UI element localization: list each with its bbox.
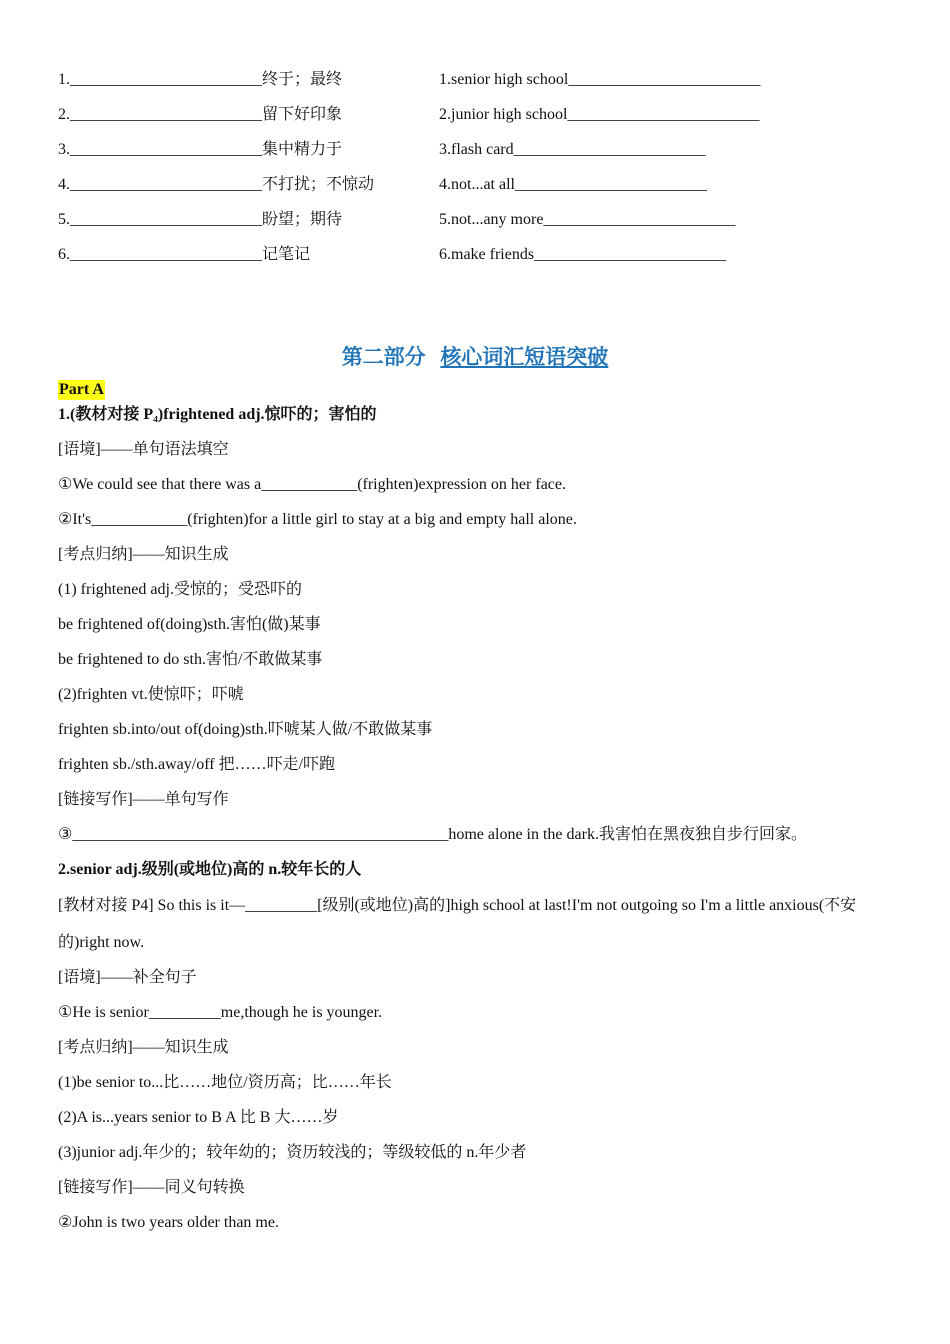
body-line: ②John is two years older than me.	[58, 1214, 279, 1231]
vocab-right-row	[439, 245, 726, 265]
vocab-left-row	[58, 105, 342, 125]
body-line: [语境]——单句语法填空	[58, 441, 229, 458]
body-line: ①We could see that there was a____________(frighten)expression on her face.	[58, 476, 566, 493]
vocab-number: 2.	[58, 106, 70, 123]
vocab-right-row	[439, 210, 735, 230]
answer-blank: ________________________	[567, 106, 760, 123]
answer-blank: ________________________	[534, 246, 727, 263]
answer-blank: ________________________	[70, 141, 262, 158]
section-name: 核心词汇短语突破	[440, 345, 609, 369]
body-line: ①He is senior_________me,though he is younger.	[58, 1004, 383, 1021]
vocab-phrase: 2.junior high school	[439, 106, 568, 123]
body-line: frighten sb.into/out of(doing)sth.吓唬某人做/不敢做某事	[58, 721, 433, 738]
body-line: ③_______________________________________________home alone in the dark.我害怕在黑夜独自步行回家。	[58, 826, 807, 843]
vocab-phrase: 3.flash card	[439, 141, 514, 158]
vocab-phrase: 6.make friends	[439, 246, 535, 263]
vocab-phrase: 5.not...any more	[439, 211, 544, 228]
vocab-meaning: 留下好印象	[262, 106, 343, 123]
body-line: [教材对接 P4] So this is it—_________[级别(或地位)高的]high school at last!I'm not outgoing so I'm a little anxious(不安	[58, 897, 857, 914]
body-line: [链接写作]——同义句转换	[58, 1179, 245, 1196]
body-line: be frightened to do sth.害怕/不敢做某事	[58, 651, 323, 668]
answer-blank: ________________________	[514, 176, 707, 193]
body-line: (2)frighten vt.使惊吓；吓唬	[58, 686, 244, 703]
vocab-meaning: 终于；最终	[262, 71, 343, 88]
item-heading: 1.(教材对接 P₄)frightened adj.惊吓的；害怕的	[58, 406, 377, 423]
body-line: frighten sb./sth.away/off 把……吓走/吓跑	[58, 756, 336, 773]
vocab-number: 5.	[58, 211, 70, 228]
vocab-number: 4.	[58, 176, 70, 193]
body-line: [考点归纳]——知识生成	[58, 546, 229, 563]
vocab-number: 1.	[58, 71, 70, 88]
body-line: [考点归纳]——知识生成	[58, 1039, 229, 1056]
body-line: be frightened of(doing)sth.害怕(做)某事	[58, 616, 321, 633]
answer-blank: ________________________	[543, 211, 736, 228]
body-line: (1) frightened adj.受惊的；受恐吓的	[58, 581, 302, 598]
vocab-phrase: 1.senior high school	[439, 71, 569, 88]
vocab-meaning: 盼望；期待	[262, 211, 343, 228]
vocab-right-row	[439, 140, 706, 160]
part-label: Part A	[59, 381, 104, 398]
body-line: ②It's____________(frighten)for a little girl to stay at a big and empty hall alone.	[58, 511, 577, 528]
answer-blank: ________________________	[70, 211, 262, 228]
vocab-right-row	[439, 70, 760, 90]
vocab-left-row	[58, 70, 342, 90]
vocab-meaning: 集中精力于	[262, 141, 343, 158]
vocab-number: 3.	[58, 141, 70, 158]
vocab-meaning: 记笔记	[262, 246, 311, 263]
answer-blank: ________________________	[70, 71, 262, 88]
vocab-left-row	[58, 175, 374, 195]
section-title	[0, 341, 950, 371]
body-line: (1)be senior to...比……地位/资历高；比……年长	[58, 1074, 392, 1091]
section-part: 第二部分	[341, 345, 426, 369]
vocab-right-row	[439, 175, 707, 195]
answer-blank: ________________________	[70, 176, 262, 193]
answer-blank: ________________________	[70, 246, 262, 263]
body-line: (3)junior adj.年少的；较年幼的；资历较浅的；等级较低的 n.年少者	[58, 1144, 527, 1161]
body-line: [链接写作]——单句写作	[58, 791, 229, 808]
vocab-left-row	[58, 210, 342, 230]
body-line: (2)A is...years senior to B A 比 B 大……岁	[58, 1109, 339, 1126]
answer-blank: ________________________	[513, 141, 706, 158]
body-line: [语境]——补全句子	[58, 969, 197, 986]
vocab-meaning: 不打扰；不惊动	[262, 176, 375, 193]
vocab-phrase: 4.not...at all	[439, 176, 515, 193]
body-line: 的)right now.	[58, 934, 145, 951]
answer-blank: ________________________	[70, 106, 262, 123]
vocab-left-row	[58, 245, 310, 265]
answer-blank: ________________________	[568, 71, 761, 88]
item-heading: 2.senior adj.级别(或地位)高的 n.较年长的人	[58, 861, 362, 878]
vocab-left-row	[58, 140, 342, 160]
vocab-number: 6.	[58, 246, 70, 263]
vocab-right-row	[439, 105, 759, 125]
